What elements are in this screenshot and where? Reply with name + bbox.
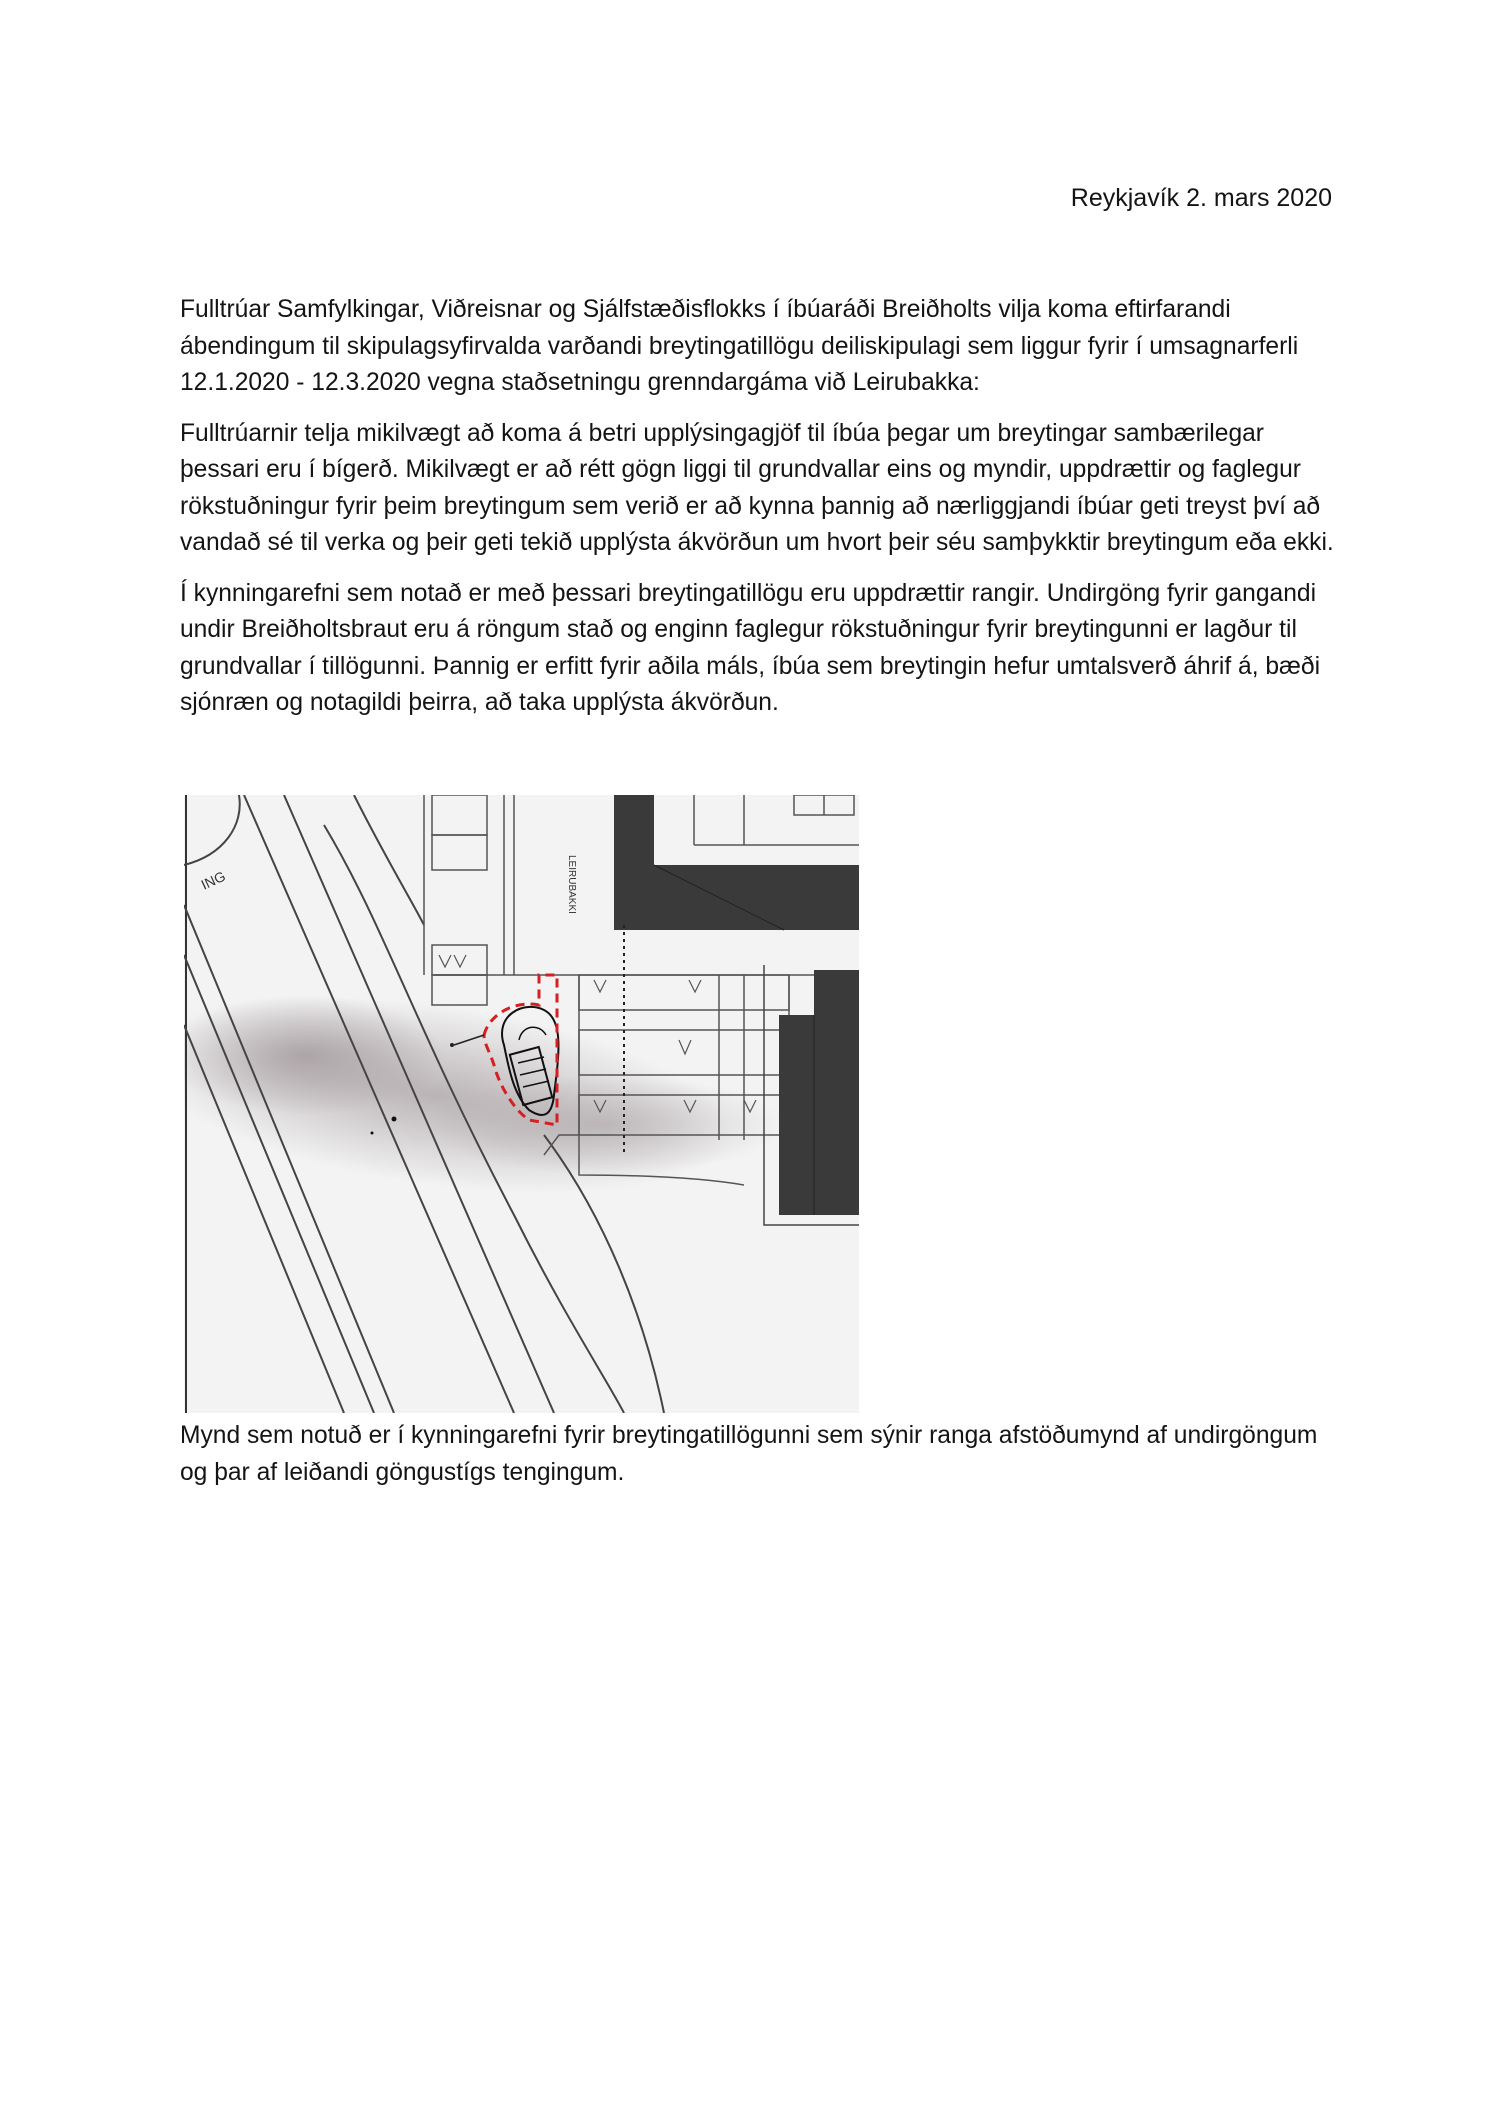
paragraph-information: Fulltrúarnir telja mikilvægt að koma á betri upplýsingagjöf til íbúa þegar um breytingar sambærilegar þessari eru í bígerð. Mikilvægt er að rétt gögn liggi til grundvallar eins og myndir, uppdrættir og faglegur rökstuðningur fyrir þeim breytingum sem verið er að kynna þannig að nærliggjandi íbúar geti treyst því að vandað sé til verka og þeir geti tekið upplýsta ákvörðun um hvort þeir séu samþykktir breytingum eða ekki. (180, 419, 1334, 556)
paragraph-intro: Fulltrúar Samfylkingar, Viðreisnar og Sjálfstæðisflokks í íbúaráði Breiðholts vilja koma eftirfarandi ábendingum til skipulagsyfirvalda varðandi breytingatillögu deiliskipulagi sem liggur fyrir í umsagnarferli 12.1.2020 - 12.3.2020 vegna staðsetningu grenndargáma við Leirubakka: (180, 296, 1299, 396)
letter-body (180, 292, 1340, 736)
svg-text:LEIRUBAKKI: LEIRUBAKKI (566, 855, 577, 914)
paragraph-incorrect-drawings: Í kynningarefni sem notað er með þessari breytingatillögu eru uppdrættir rangir. Undirgöng fyrir gangandi undir Breiðholtsbraut eru á röngum stað og enginn faglegur rökstuðningur fyrir breytingunni er lagður til grundvallar í tillögunni. Þannig er erfitt fyrir aðila máls, íbúa sem breytingin hefur umtalsverð áhrif á, bæði sjónræn og notagildi þeirra, að taka upplýsta ákvörðun. (180, 579, 1321, 716)
site-plan-map (184, 795, 859, 1413)
date-line: Reykjavík 2. mars 2020 (1070, 184, 1332, 212)
figure-caption: Mynd sem notuð er í kynningarefni fyrir breytingatillögunni sem sýnir ranga afstöðumynd af undirgöngum og þar af leiðandi göngustígs tengingum. (180, 1422, 1318, 1486)
svg-text:ING: ING (198, 867, 228, 893)
vertical-street-label (566, 855, 577, 914)
